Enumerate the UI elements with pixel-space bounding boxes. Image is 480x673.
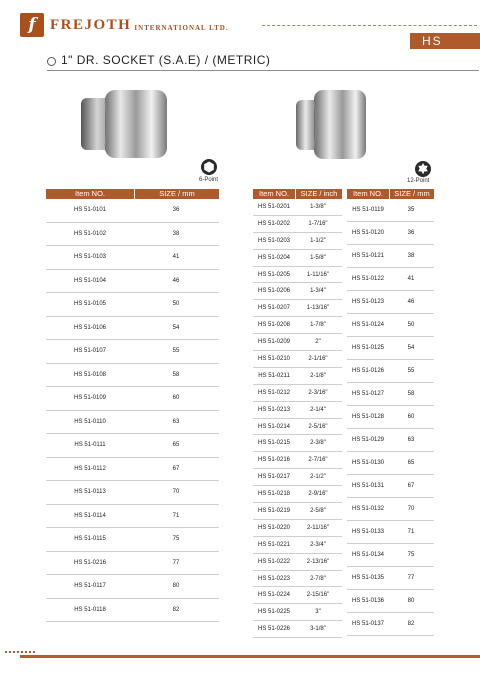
table-row [46, 481, 219, 505]
size-cell: 2-3/16" [308, 389, 328, 396]
item-number-cell: HS 51-0127 [351, 391, 385, 397]
size-cell: 2-3/8" [310, 440, 326, 447]
bullet-icon [47, 57, 56, 66]
size-cell: 75 [172, 536, 180, 543]
item-number-cell: HS 51-0111 [74, 442, 106, 449]
size-cell: 67 [172, 465, 180, 472]
item-number-cell: HS 51-0225 [257, 609, 291, 616]
item-number-cell: HS 51-0222 [257, 558, 291, 565]
item-number-cell: HS 51-0134 [351, 552, 385, 558]
size-cell: 80 [172, 583, 180, 590]
table-row [253, 435, 342, 452]
size-cell: 2-1/2" [310, 474, 326, 481]
table-row [253, 317, 342, 334]
size-cell: 1-13/16" [306, 305, 330, 312]
table-row [253, 571, 342, 588]
table-row [46, 387, 219, 411]
item-number-cell: HS 51-0219 [257, 507, 291, 514]
item-number-cell: HS 51-0108 [73, 371, 107, 378]
table-row [253, 452, 342, 469]
table-row [253, 520, 342, 537]
size-cell: 2-15/16" [306, 592, 330, 599]
size-cell: 46 [407, 299, 415, 305]
item-number-cell: HS 51-0103 [73, 254, 107, 261]
item-number-cell: HS 51-0203 [257, 237, 291, 244]
size-cell: 2-1/8" [310, 372, 326, 379]
brand-subtitle: INTERNATIONAL LTD. [134, 23, 229, 32]
metric-6pt-table [46, 189, 219, 622]
table-row [46, 458, 219, 482]
size-cell: 77 [407, 575, 415, 581]
size-cell: 82 [172, 606, 180, 613]
table-row [46, 575, 219, 599]
header-item-no: Item NO. [258, 189, 289, 198]
sae-12pt-table [253, 189, 342, 638]
size-cell: 55 [172, 348, 180, 355]
item-number-cell: HS 51-0217 [257, 474, 291, 481]
item-number-cell: HS 51-0101 [73, 207, 107, 214]
size-cell: 70 [172, 489, 180, 496]
item-number-cell: HS 51-0102 [73, 230, 107, 237]
table-row [253, 587, 342, 604]
table-row [347, 590, 434, 613]
size-cell: 2-13/16" [306, 558, 330, 565]
item-number-cell: HS 51-0105 [73, 301, 107, 308]
size-cell: 2-5/16" [308, 423, 328, 430]
table-row [253, 486, 342, 503]
table-header [253, 189, 342, 199]
metric-12pt-table [347, 189, 434, 636]
size-cell: 58 [407, 391, 415, 397]
size-cell: 2-1/4" [310, 406, 326, 413]
size-cell: 2-3/4" [310, 541, 326, 548]
header-divider [262, 25, 477, 26]
size-cell: 71 [172, 512, 180, 519]
title-row [47, 53, 270, 67]
six-point-label: 6-Point [199, 177, 219, 183]
table-row [46, 293, 219, 317]
table-row [253, 402, 342, 419]
item-number-cell: HS 51-0209 [257, 339, 291, 346]
table-row [347, 429, 434, 452]
table-row [46, 505, 219, 529]
size-cell: 77 [172, 559, 180, 566]
size-cell: 71 [407, 529, 415, 535]
item-number-cell: HS 51-0211 [258, 372, 290, 379]
item-number-cell: HS 51-0130 [351, 460, 385, 466]
size-cell: 54 [172, 324, 180, 331]
size-cell: 54 [407, 345, 415, 351]
table-row [46, 199, 219, 223]
size-cell: 3-1/8" [310, 626, 326, 633]
size-cell: 75 [407, 552, 415, 558]
table-row [347, 613, 434, 636]
item-number-cell: HS 51-0135 [351, 575, 385, 581]
item-number-cell: HS 51-0117 [74, 583, 106, 590]
size-cell: 50 [407, 322, 415, 328]
item-number-cell: HS 51-0216 [257, 457, 291, 464]
size-cell: 38 [407, 253, 415, 259]
table-row [46, 528, 219, 552]
item-number-cell: HS 51-0204 [257, 254, 291, 261]
table-row [253, 334, 342, 351]
table-row [347, 406, 434, 429]
table-row [347, 567, 434, 590]
header-item-no: Item NO. [74, 189, 105, 198]
item-number-cell: HS 51-0220 [257, 524, 291, 531]
item-number-cell: HS 51-0205 [257, 271, 291, 278]
size-cell: 1-7/8" [310, 322, 326, 329]
size-cell: 60 [172, 395, 180, 402]
header-size: SIZE / mm [159, 189, 195, 198]
item-number-cell: HS 51-0110 [74, 418, 106, 425]
footer-bar [20, 655, 480, 658]
size-cell: 35 [407, 207, 415, 213]
twelve-point-label: 12-Point [407, 178, 430, 184]
item-number-cell: HS 51-0216 [73, 559, 107, 566]
item-number-cell: HS 51-0106 [73, 324, 107, 331]
item-number-cell: HS 51-0214 [257, 423, 291, 430]
item-number-cell: HS 51-0112 [74, 465, 106, 472]
table-row [347, 498, 434, 521]
table-row [347, 199, 434, 222]
table-body [347, 199, 434, 636]
size-cell: 41 [407, 276, 415, 282]
header-size: SIZE / mm [394, 189, 430, 198]
size-cell: 2-11/16" [306, 524, 330, 531]
size-cell: 2-1/16" [308, 355, 328, 362]
item-number-cell: HS 51-0224 [257, 592, 291, 599]
size-cell: 36 [172, 207, 180, 214]
size-cell: 2-7/8" [310, 575, 326, 582]
size-cell: 1-1/2" [310, 237, 326, 244]
table-row [253, 216, 342, 233]
item-number-cell: HS 51-0115 [74, 536, 106, 543]
twelve-point-socket-image [294, 88, 368, 161]
size-cell: 63 [407, 437, 415, 443]
table-header [46, 189, 219, 199]
item-number-cell: HS 51-0118 [74, 606, 106, 613]
table-row [253, 199, 342, 216]
table-row [253, 351, 342, 368]
size-cell: 65 [172, 442, 180, 449]
item-number-cell: HS 51-0226 [257, 626, 291, 633]
size-cell: 70 [407, 506, 415, 512]
item-number-cell: HS 51-0109 [73, 395, 107, 402]
table-row [253, 385, 342, 402]
six-point-socket-image [79, 88, 169, 160]
item-number-cell: HS 51-0218 [257, 491, 291, 498]
table-row [253, 233, 342, 250]
item-number-cell: HS 51-0207 [257, 305, 291, 312]
table-row [253, 250, 342, 267]
size-cell: 2" [315, 339, 321, 346]
brand-logo: f [20, 13, 44, 37]
table-row [253, 267, 342, 284]
item-number-cell: HS 51-0133 [351, 529, 385, 535]
table-row [347, 544, 434, 567]
size-cell: 63 [172, 418, 180, 425]
item-number-cell: HS 51-0107 [73, 348, 107, 355]
table-row [253, 604, 342, 621]
table-row [46, 552, 219, 576]
hex-profile-icon [200, 158, 218, 176]
size-cell: 1-11/16" [306, 271, 330, 278]
table-row [46, 246, 219, 270]
table-row [46, 317, 219, 341]
item-number-cell: HS 51-0208 [257, 322, 291, 329]
item-number-cell: HS 51-0215 [257, 440, 291, 447]
item-number-cell: HS 51-0119 [352, 207, 384, 213]
size-cell: 46 [172, 277, 180, 284]
item-number-cell: HS 51-0126 [351, 368, 385, 374]
size-cell: 58 [172, 371, 180, 378]
item-number-cell: HS 51-0123 [351, 299, 385, 305]
size-cell: 2-7/16" [308, 457, 328, 464]
item-number-cell: HS 51-0210 [257, 355, 291, 362]
table-header [347, 189, 434, 199]
table-row [347, 222, 434, 245]
table-row [46, 599, 219, 623]
table-row [46, 223, 219, 247]
table-row [46, 411, 219, 435]
table-row [347, 452, 434, 475]
size-cell: 38 [172, 230, 180, 237]
title-underline [47, 70, 479, 71]
table-row [253, 554, 342, 571]
size-cell: 2-9/16" [308, 491, 328, 498]
page-title: 1" DR. SOCKET (S.A.E) / (METRIC) [61, 53, 271, 67]
item-number-cell: HS 51-0206 [257, 288, 291, 295]
table-row [253, 537, 342, 554]
table-row [253, 300, 342, 317]
item-number-cell: HS 51-0120 [351, 230, 385, 236]
item-number-cell: HS 51-0221 [257, 541, 291, 548]
item-number-cell: HS 51-0122 [351, 276, 385, 282]
table-row [46, 340, 219, 364]
item-number-cell: HS 51-0129 [351, 437, 385, 443]
table-row [347, 314, 434, 337]
footer-marks [5, 651, 35, 653]
item-number-cell: HS 51-0223 [257, 575, 291, 582]
table-row [253, 283, 342, 300]
item-number-cell: HS 51-0202 [257, 220, 291, 227]
brand [20, 12, 229, 38]
size-cell: 80 [407, 598, 415, 604]
table-row [253, 469, 342, 486]
size-cell: 1-5/8" [310, 254, 326, 261]
size-cell: 3" [315, 609, 321, 616]
size-cell: 67 [407, 483, 415, 489]
item-number-cell: HS 51-0132 [351, 506, 385, 512]
item-number-cell: HS 51-0212 [257, 389, 291, 396]
table-row [347, 475, 434, 498]
size-cell: 82 [407, 621, 415, 627]
table-row [253, 621, 342, 638]
size-cell: 41 [172, 254, 180, 261]
table-row [347, 360, 434, 383]
table-row [46, 364, 219, 388]
header-item-no: Item NO. [352, 189, 383, 198]
table-row [347, 383, 434, 406]
table-row [347, 337, 434, 360]
item-number-cell: HS 51-0137 [351, 621, 385, 627]
item-number-cell: HS 51-0131 [351, 483, 385, 489]
size-cell: 1-3/4" [310, 288, 326, 295]
table-row [253, 503, 342, 520]
header-size: SIZE / inch [300, 189, 338, 198]
table-body [46, 199, 219, 622]
size-cell: 36 [407, 230, 415, 236]
size-cell: 1-7/16" [308, 220, 328, 227]
item-number-cell: HS 51-0114 [74, 512, 106, 519]
table-row [253, 419, 342, 436]
table-row [347, 291, 434, 314]
item-number-cell: HS 51-0104 [73, 277, 107, 284]
item-number-cell: HS 51-0121 [351, 253, 385, 259]
table-row [347, 268, 434, 291]
table-row [253, 368, 342, 385]
item-number-cell: HS 51-0124 [351, 322, 385, 328]
size-cell: 2-5/8" [310, 507, 326, 514]
item-number-cell: HS 51-0213 [257, 406, 291, 413]
bi-hex-profile-icon [414, 160, 432, 178]
table-row [46, 434, 219, 458]
size-cell: 60 [407, 414, 415, 420]
brand-name: FREJOTH [50, 16, 132, 33]
table-body [253, 199, 342, 638]
item-number-cell: HS 51-0136 [351, 598, 385, 604]
table-row [347, 245, 434, 268]
item-number-cell: HS 51-0125 [351, 345, 385, 351]
item-number-cell: HS 51-0128 [351, 414, 385, 420]
size-cell: 50 [172, 301, 180, 308]
size-cell: 55 [407, 368, 415, 374]
item-number-cell: HS 51-0201 [257, 203, 291, 210]
item-number-cell: HS 51-0113 [74, 489, 106, 496]
series-code-badge: HS [410, 33, 480, 49]
size-cell: 65 [407, 460, 415, 466]
size-cell: 1-3/8" [310, 203, 326, 210]
table-row [347, 521, 434, 544]
table-row [46, 270, 219, 294]
